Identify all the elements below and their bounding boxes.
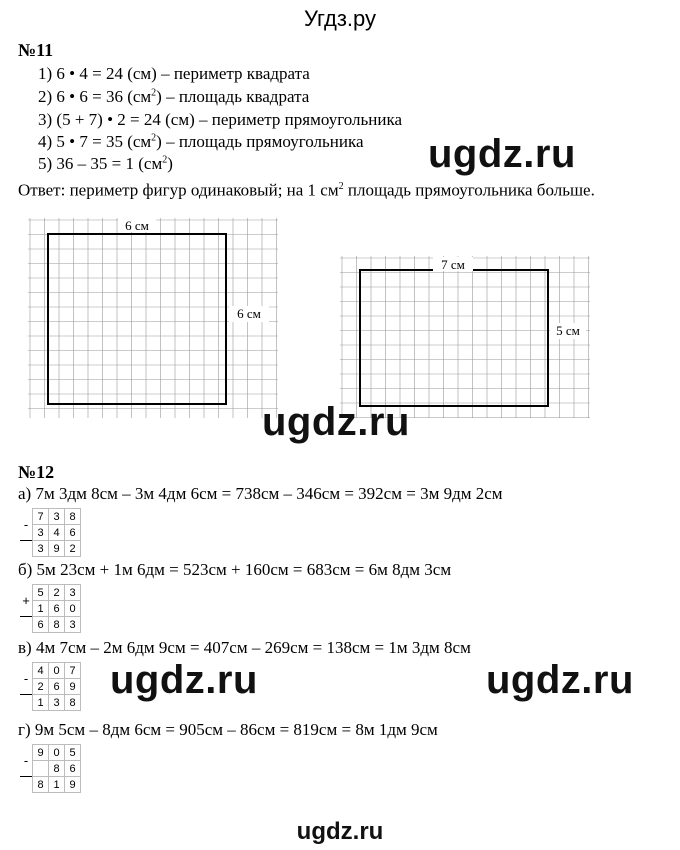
operator: - <box>23 752 29 768</box>
watermark: ugdz.ru <box>262 400 410 444</box>
rectangle-grid-figure <box>340 256 590 418</box>
column-calc-d: - 9 0 5 8 6 8 1 9 <box>20 744 81 793</box>
task-11-step-2: 2) 6 • 6 = 36 $(см^2)$ – площадь квадрата <box>38 87 310 106</box>
task-12-item-b: б) 5м 23см + 1м 6дм = 523см + 160см = 683см = 6м 8дм 3см <box>18 560 452 579</box>
rectangle-side-label: 5 см <box>556 323 580 338</box>
column-calc-c: - 4 0 7 2 6 9 1 3 8 <box>20 662 81 711</box>
watermark: ugdz.ru <box>428 132 576 176</box>
square-shape <box>48 234 226 404</box>
square-grid-figure <box>28 218 278 418</box>
square-top-label: 6 см <box>125 218 149 233</box>
operator: - <box>23 516 29 532</box>
watermark: ugdz.ru <box>110 658 258 702</box>
site-title: Угдз.ру <box>303 6 377 31</box>
square-side-label: 6 см <box>237 306 261 321</box>
task-12-item-d: г) 9м 5см – 8дм 6см = 905см – 86см = 819см = 8м 1дм 9см <box>18 720 438 739</box>
column-calc-a: - 7 3 8 3 4 6 3 9 2 <box>20 508 81 557</box>
watermark-footer: ugdz.ru <box>296 818 384 845</box>
operator: + <box>22 592 30 608</box>
task-11-title: №11 <box>18 40 54 60</box>
task-11-step-4: 4) 5 • 7 = 35 $(см^2)$ – площадь прямоугольника <box>38 132 364 151</box>
rectangle-shape <box>360 270 548 406</box>
task-11-answer: Ответ: периметр фигур одинаковый; на 1 $см^2$ площадь прямоугольника больше. <box>18 180 595 200</box>
task-12-item-c: в) 4м 7см – 2м 6дм 9см = 407см – 269см = 138см = 1м 3дм 8см <box>18 638 471 657</box>
watermark: ugdz.ru <box>486 658 634 702</box>
operator: - <box>23 670 29 686</box>
task-11-step-5: 5) 36 – 35 = 1 $(см^2)$ <box>38 154 173 173</box>
task-12-title: №12 <box>18 462 55 482</box>
task-11-step-3: 3) (5 + 7) • 2 = 24 (см) – периметр прямоугольника <box>38 110 402 129</box>
column-calc-b: + 5 2 3 1 6 0 6 8 3 <box>20 584 81 633</box>
task-11-step-1: 1) 6 • 4 = 24 (см) – периметр квадрата <box>38 64 310 83</box>
rectangle-top-label: 7 см <box>441 257 465 272</box>
task-12-item-a: а) 7м 3дм 8см – 3м 4дм 6см = 738см – 346см = 392см = 3м 9дм 2см <box>18 484 503 503</box>
